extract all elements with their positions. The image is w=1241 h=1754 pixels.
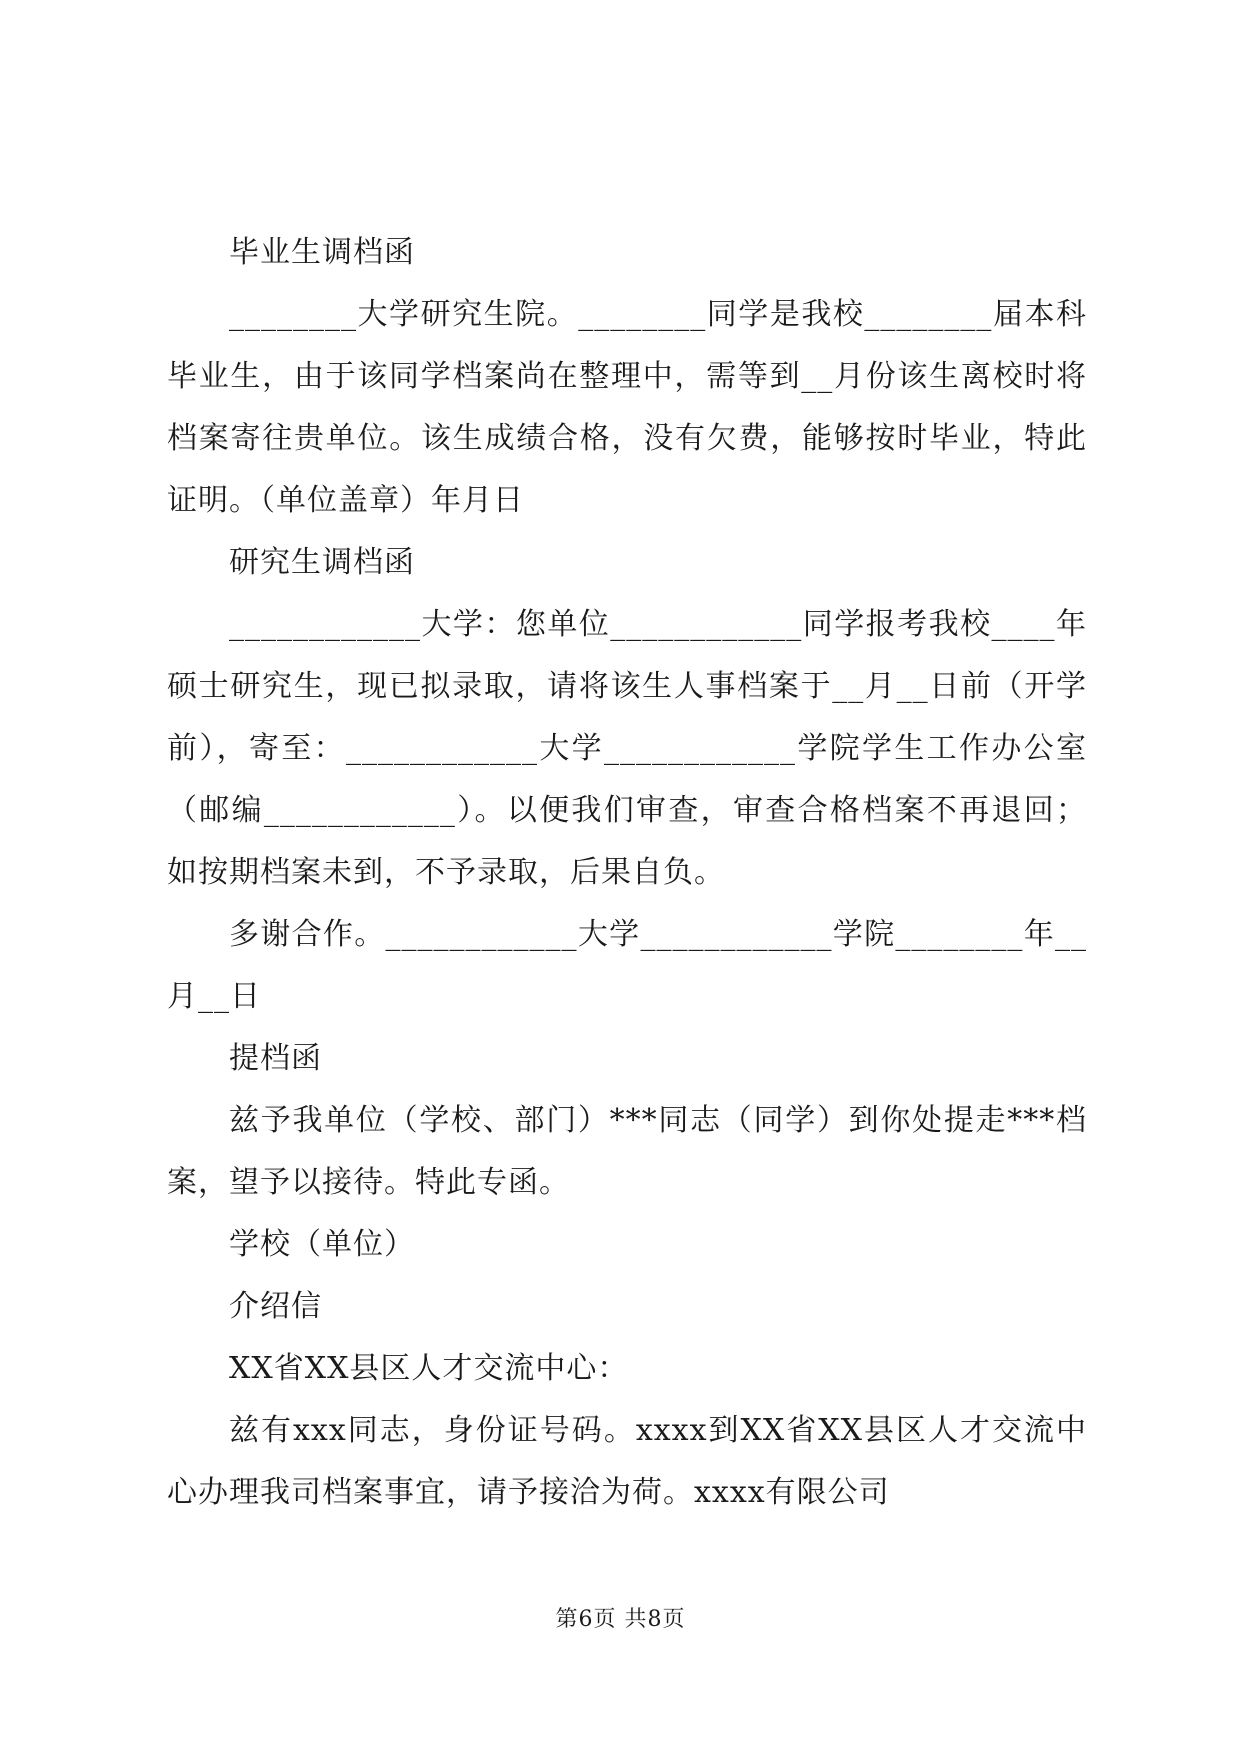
heading-postgraduate-transfer-letter: 研究生调档函	[229, 545, 415, 580]
heading-graduate-transfer-letter: 毕业生调档函	[229, 235, 415, 270]
document-body	[167, 222, 1087, 1524]
paragraph-file-retrieval-body: 兹予我单位（学校、部门）***同志（同学）到你处提走***档案，望予以接待。特此专函。	[167, 1103, 1087, 1200]
paragraph-introduction-body: 兹有xxx同志，身份证号码。xxxx到XX省XX县区人才交流中心办理我司档案事宜，请予接洽为荷。xxxx有限公司	[167, 1413, 1087, 1510]
paragraph-school-unit: 学校（单位）	[229, 1227, 415, 1262]
paragraph-graduate-transfer-body: ________大学研究生院。________同学是我校________届本科毕业生，由于该同学档案尚在整理中，需等到__月份该生离校时将档案寄往贵单位。该生成绩合格，没有欠费，能够按时毕业，特此证明。（单位盖章）年月日	[167, 297, 1087, 518]
page-footer: 第6页 共8页	[555, 1607, 686, 1632]
heading-file-retrieval-letter: 提档函	[229, 1041, 322, 1076]
paragraph-introduction-addressee: XX省XX县区人才交流中心：	[229, 1351, 629, 1386]
paragraph-postgraduate-closing: 多谢合作。____________大学____________学院________年__月__日	[167, 917, 1087, 1014]
heading-introduction-letter: 介绍信	[229, 1289, 322, 1324]
paragraph-postgraduate-transfer-body: ____________大学：您单位____________同学报考我校____年硕士研究生，现已拟录取，请将该生人事档案于__月__日前（开学前），寄至：____________大学____________学院学生工作办公室（邮编____________）。以便我们审查，审查合格档案不再退回；如按期档案未到，不予录取，后果自负。	[167, 607, 1087, 890]
